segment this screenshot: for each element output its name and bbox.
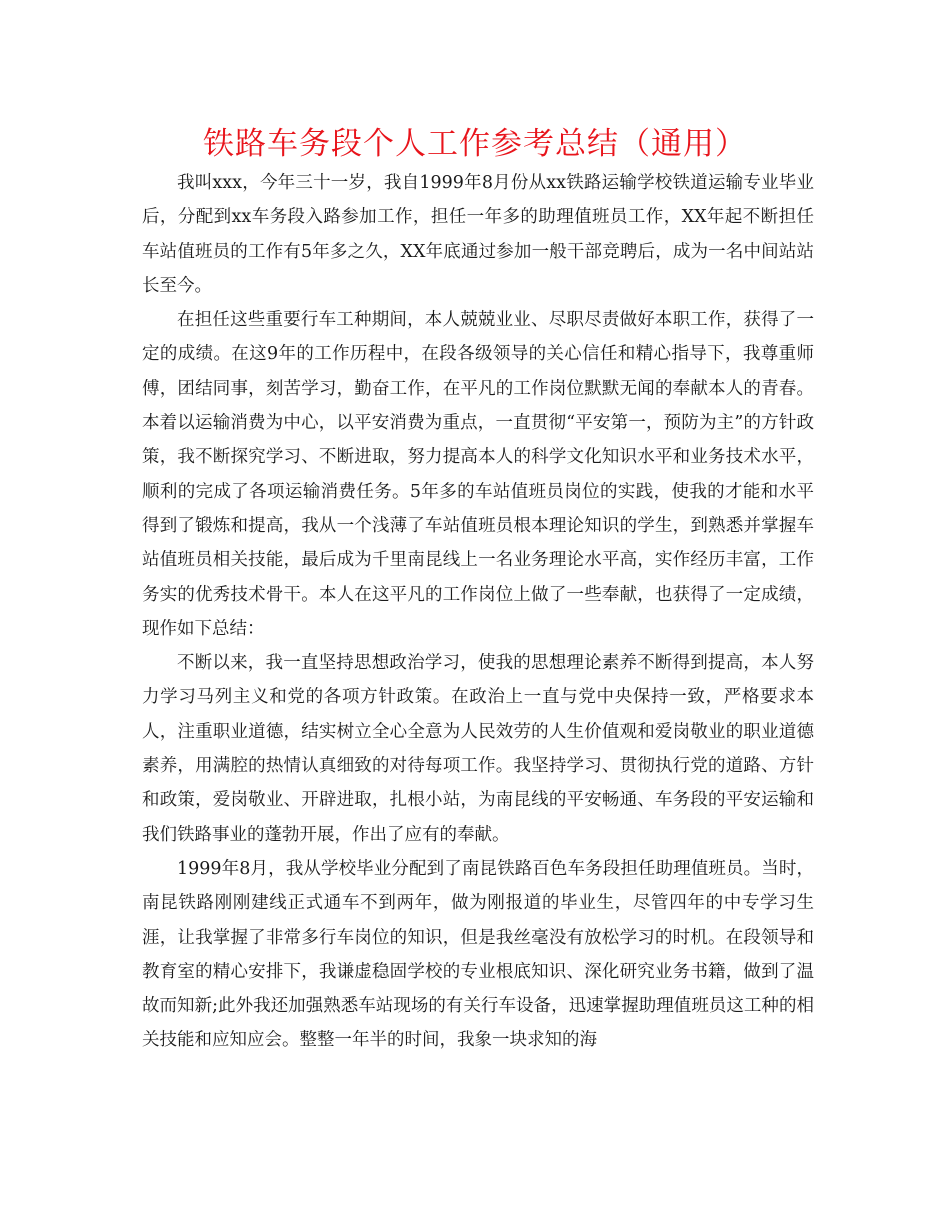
paragraph-4: 1999年8月，我从学校毕业分配到了南昆铁路百色车务段担任助理值班员。当时，南昆铁路刚刚建线正式通车不到两年，做为刚报道的毕业生，尽管四年的中专学习生涯，让我掌握了非常多行车岗位的知识，但是我丝毫没有放松学习的时机。在段领导和教育室的精心安排下，我谦虚稳固学校的专业根底知识、深化研究业务书籍，做到了温故而知新;此外我还加强熟悉车站现场的有关行车设备，迅速掌握助理值班员这工种的相关技能和应知应会。整整一年半的时间，我象一块求知的海 <box>142 858 814 1051</box>
paragraph-3: 不断以来，我一直坚持思想政治学习，使我的思想理论素养不断得到提高，本人努力学习马列主义和党的各项方针政策。在政治上一直与党中央保持一致，严格要求本人，注重职业道德，结实树立全心全意为人民效劳的人生价值观和爱岗敬业的职业道德素养，用满腔的热情认真细致的对待每项工作。我坚持学习、贯彻执行党的道路、方针和政策，爱岗敬业、开辟进取，扎根小站，为南昆线的平安畅通、车务段的平安运输和我们铁路事业的蓬勃开展，作出了应有的奉献。 <box>142 653 814 845</box>
paragraph-1: 我叫xxx，今年三十一岁，我自1999年8月份从xx铁路运输学校铁道运输专业毕业后，分配到xx车务段入路参加工作，担任一年多的助理值班员工作，XX年起不断担任车站值班员的工作有5年多之久，XX年底通过参加一般干部竞聘后，成为一名中间站站长至今。 <box>142 173 814 296</box>
document-body <box>142 166 814 1058</box>
paragraph-2: 在担任这些重要行车工种期间，本人兢兢业业、尽职尽责做好本职工作，获得了一定的成绩。在这9年的工作历程中，在段各级领导的关心信任和精心指导下，我尊重师傅，团结同事，刻苦学习，勤奋工作，在平凡的工作岗位默默无闻的奉献本人的青春。本着以运输消费为中心，以平安消费为重点，一直贯彻“平安第一，预防为主”的方针政策，我不断探究学习、不断进取，努力提高本人的科学文化知识水平和业务技术水平，顺利的完成了各项运输消费任务。5年多的车站值班员岗位的实践，使我的才能和水平得到了锻炼和提高，我从一个浅薄了车站值班员根本理论知识的学生，到熟悉并掌握车站值班员相关技能，最后成为千里南昆线上一名业务理论水平高，实作经历丰富，工作务实的优秀技术骨干。本人在这平凡的工作岗位上做了一些奉献，也获得了一定成绩，现作如下总结： <box>142 310 814 639</box>
document-title: 铁路车务段个人工作参考总结（通用） <box>203 126 747 162</box>
